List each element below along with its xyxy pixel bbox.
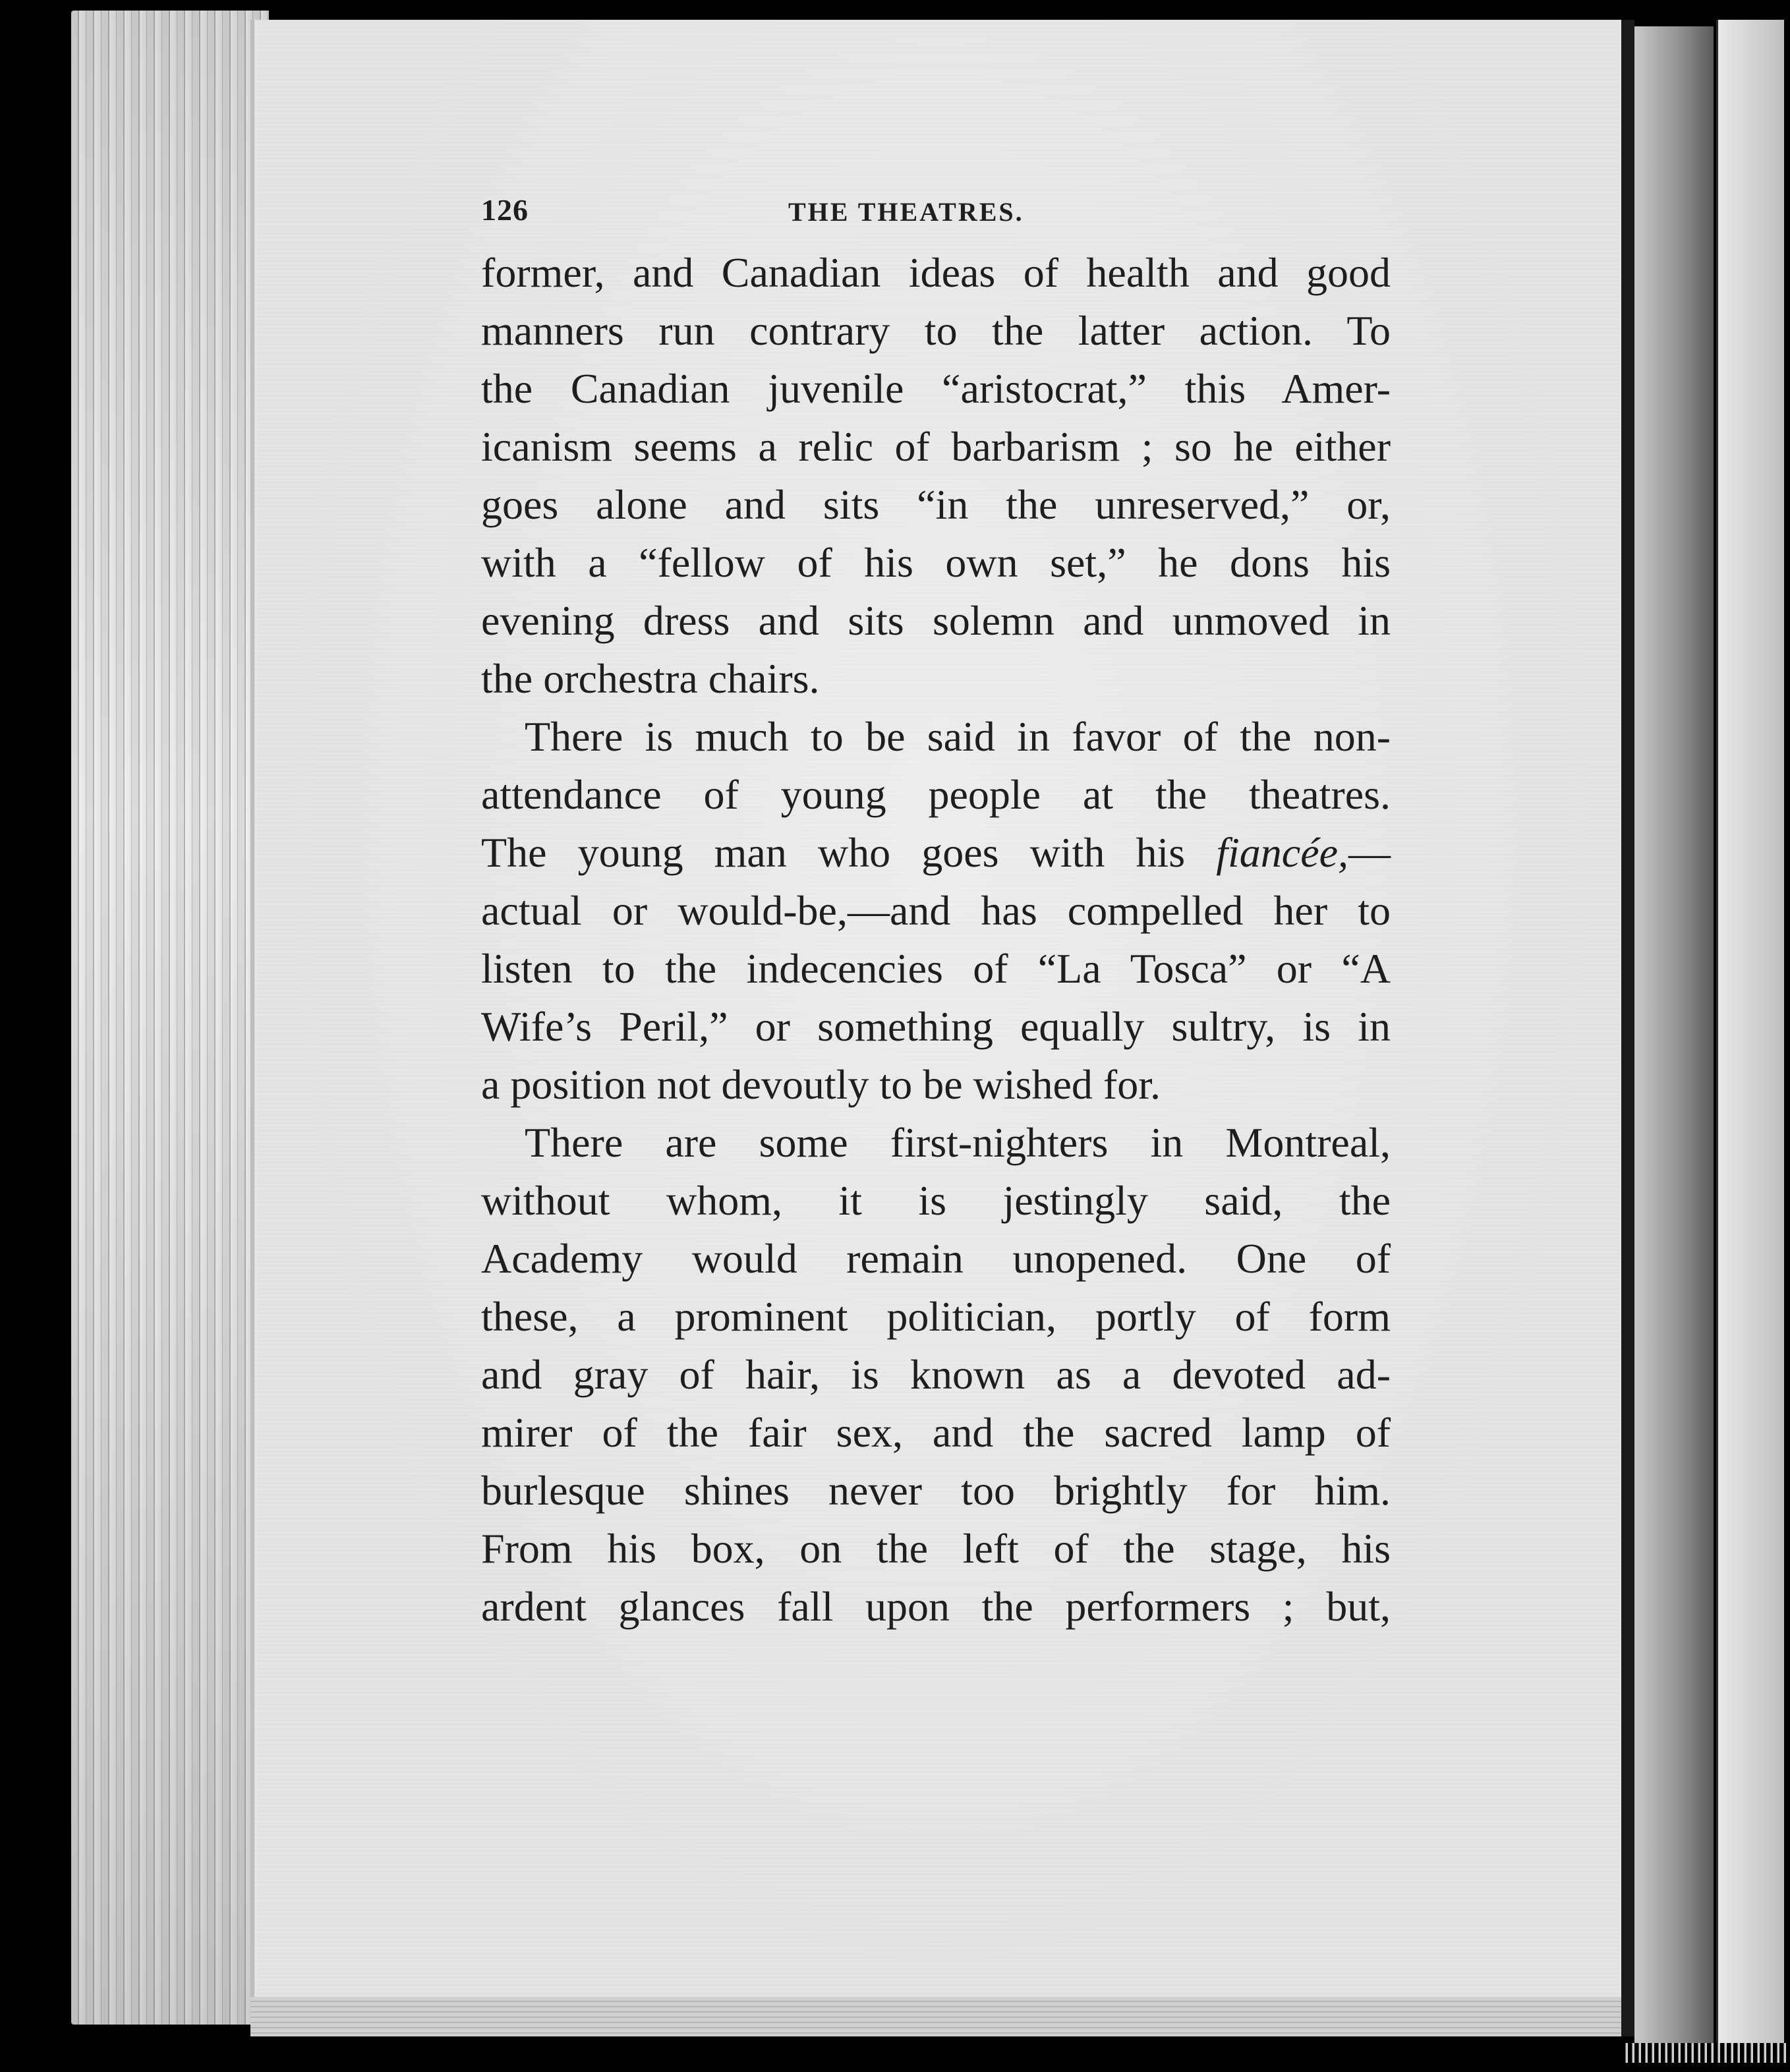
text-line: evening dress and sits solemn and unmoved in xyxy=(481,597,1391,644)
text-line: attendance of young people at the theatres. xyxy=(481,771,1391,818)
paragraph-1 xyxy=(481,244,1391,708)
em-dash: — xyxy=(1348,829,1391,876)
text-line: and gray of hair, is known as a devoted ad- xyxy=(481,1351,1391,1398)
text-line: ardent glances fall upon the performers ; but, xyxy=(481,1583,1391,1630)
text-line: without whom, it is jestingly said, the xyxy=(481,1177,1391,1224)
book-gutter xyxy=(1621,20,1634,2036)
text-line: There are some first-nighters in Montreal, xyxy=(525,1119,1391,1166)
bottom-right-edge-ticks xyxy=(1621,2043,1790,2063)
next-page-sliver xyxy=(1634,26,1714,2043)
text-line: manners run contrary to the latter action. To xyxy=(481,307,1391,354)
text-line: From his box, on the left of the stage, his xyxy=(481,1525,1391,1572)
text-line: mirer of the fair sex, and the sacred lamp of xyxy=(481,1409,1391,1456)
paragraph-3 xyxy=(481,1114,1391,1636)
text-line: the orchestra chairs. xyxy=(481,655,820,702)
right-page-edge xyxy=(1716,20,1784,2043)
text-line: these, a prominent politician, portly of form xyxy=(481,1293,1391,1340)
text-line: actual or would-be,—and has compelled her to xyxy=(481,887,1391,934)
running-head xyxy=(481,185,1391,244)
text-line: Wife’s Peril,” or something equally sultry, is in xyxy=(481,1003,1391,1050)
text-line: former, and Canadian ideas of health and good xyxy=(481,249,1391,296)
running-head-title: THE THEATRES. xyxy=(788,197,1024,227)
text-line: with a “fellow of his own set,” he dons his xyxy=(481,539,1391,586)
paragraph-2 xyxy=(481,708,1391,1114)
italic-word-fiancee: fiancée, xyxy=(1216,829,1348,876)
text-line: Academy would remain unopened. One of xyxy=(481,1235,1391,1282)
text-segment: The young man who goes with his xyxy=(481,829,1217,876)
text-line-with-italic xyxy=(481,824,1391,882)
page-text-block xyxy=(481,185,1391,1636)
page-number: 126 xyxy=(481,193,529,227)
text-line: goes alone and sits “in the unreserved,” or, xyxy=(481,481,1391,528)
text-line: burlesque shines never too brightly for him. xyxy=(481,1467,1391,1514)
bottom-page-edges xyxy=(250,1997,1621,2036)
text-line: icanism seems a relic of barbarism ; so he either xyxy=(481,423,1391,470)
left-page-edges-shading xyxy=(71,11,269,2025)
text-line: a position not devoutly to be wished for. xyxy=(481,1061,1161,1108)
text-line: There is much to be said in favor of the non- xyxy=(525,713,1391,760)
text-line: listen to the indecencies of “La Tosca” or “A xyxy=(481,945,1391,992)
text-line: the Canadian juvenile “aristocrat,” this Amer- xyxy=(481,365,1391,412)
